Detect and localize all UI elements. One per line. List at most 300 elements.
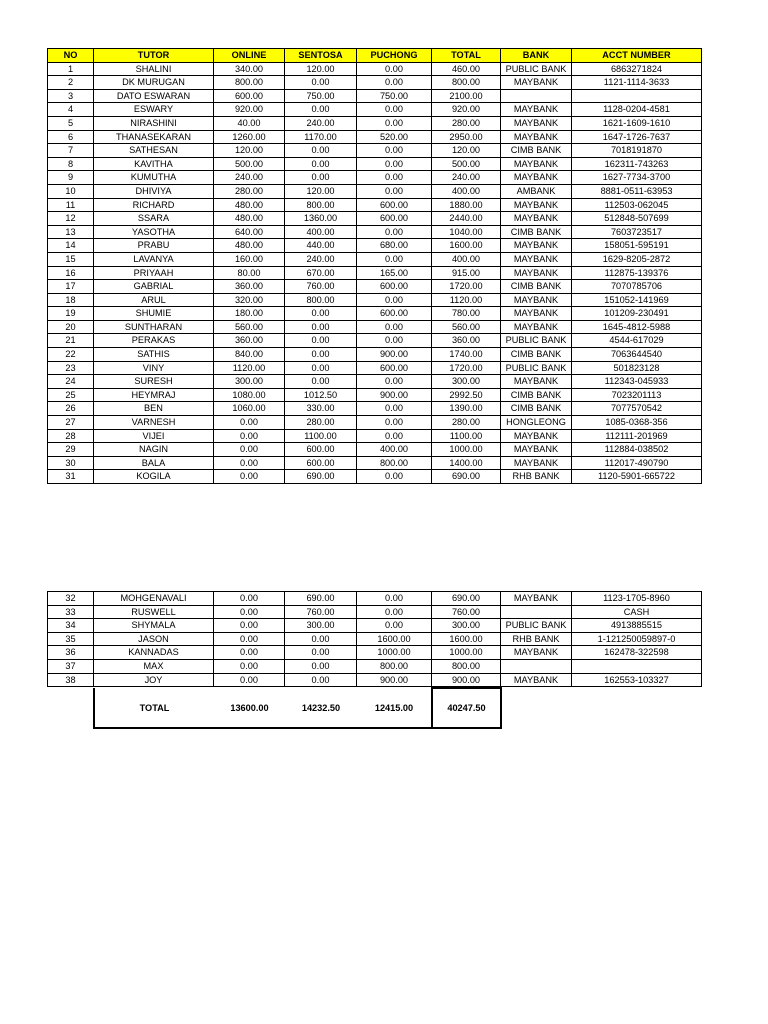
cell-tutor: NAGIN (94, 443, 214, 457)
cell-total: 1400.00 (432, 456, 501, 470)
cell-acct-number: 1647-1726-7637 (572, 130, 702, 144)
cell-acct-number: 1121-1114-3633 (572, 76, 702, 90)
cell-no: 6 (48, 130, 94, 144)
cell-sentosa: 1360.00 (285, 212, 357, 226)
table-row (48, 89, 702, 103)
cell-no: 10 (48, 184, 94, 198)
cell-online: 600.00 (214, 89, 285, 103)
cell-total: 280.00 (432, 116, 501, 130)
table-row (48, 157, 702, 171)
cell-sentosa: 750.00 (285, 89, 357, 103)
cell-no: 25 (48, 388, 94, 402)
cell-sentosa: 400.00 (285, 225, 357, 239)
cell-total: 1740.00 (432, 348, 501, 362)
cell-puchong: 0.00 (357, 252, 432, 266)
cell-no: 1 (48, 62, 94, 76)
cell-total: 2100.00 (432, 89, 501, 103)
table-row (48, 171, 702, 185)
cell-tutor: JOY (94, 673, 214, 687)
table-row (48, 673, 702, 687)
cell-total: 400.00 (432, 252, 501, 266)
cell-puchong: 750.00 (357, 89, 432, 103)
cell-acct-number: 4913885515 (572, 619, 702, 633)
cell-no: 16 (48, 266, 94, 280)
cell-no: 22 (48, 348, 94, 362)
cell-online: 0.00 (214, 646, 285, 660)
cell-sentosa: 0.00 (285, 320, 357, 334)
cell-total: 900.00 (432, 673, 501, 687)
cell-total: 1600.00 (432, 239, 501, 253)
cell-puchong: 0.00 (357, 184, 432, 198)
cell-online: 0.00 (214, 592, 285, 606)
cell-tutor: PRIYAAH (94, 266, 214, 280)
cell-tutor: KAVITHA (94, 157, 214, 171)
cell-tutor: HEYMRAJ (94, 388, 214, 402)
cell-online: 0.00 (214, 632, 285, 646)
cell-sentosa: 600.00 (285, 443, 357, 457)
table-body (48, 62, 702, 483)
cell-bank: MAYBANK (501, 293, 572, 307)
table-row (48, 402, 702, 416)
cell-puchong: 800.00 (357, 456, 432, 470)
table-row (48, 252, 702, 266)
table-row (48, 605, 702, 619)
cell-no: 30 (48, 456, 94, 470)
header-online: ONLINE (214, 49, 285, 63)
cell-puchong: 400.00 (357, 443, 432, 457)
cell-tutor: SATHIS (94, 348, 214, 362)
cell-acct-number: 7063644540 (572, 348, 702, 362)
cell-sentosa: 0.00 (285, 348, 357, 362)
cell-acct-number: 162553-103327 (572, 673, 702, 687)
cell-puchong: 600.00 (357, 361, 432, 375)
cell-bank: CIMB BANK (501, 388, 572, 402)
cell-no: 23 (48, 361, 94, 375)
cell-sentosa: 0.00 (285, 307, 357, 321)
table-row (48, 225, 702, 239)
cell-acct-number: 1621-1609-1610 (572, 116, 702, 130)
cell-puchong: 165.00 (357, 266, 432, 280)
cell-bank: MAYBANK (501, 443, 572, 457)
cell-bank: CIMB BANK (501, 402, 572, 416)
cell-puchong: 0.00 (357, 320, 432, 334)
cell-online: 920.00 (214, 103, 285, 117)
cell-acct-number: 151052-141969 (572, 293, 702, 307)
cell-no: 14 (48, 239, 94, 253)
cell-bank: MAYBANK (501, 130, 572, 144)
header-total: TOTAL (432, 49, 501, 63)
table-row (48, 293, 702, 307)
cell-puchong: 0.00 (357, 592, 432, 606)
cell-sentosa: 240.00 (285, 252, 357, 266)
cell-acct-number: 7070785706 (572, 280, 702, 294)
cell-total: 400.00 (432, 184, 501, 198)
cell-bank: CIMB BANK (501, 144, 572, 158)
cell-total: 1120.00 (432, 293, 501, 307)
cell-tutor: MOHGENAVALI (94, 592, 214, 606)
cell-no: 17 (48, 280, 94, 294)
cell-bank: MAYBANK (501, 103, 572, 117)
cell-sentosa: 690.00 (285, 470, 357, 484)
cell-online: 320.00 (214, 293, 285, 307)
cell-total: 780.00 (432, 307, 501, 321)
cell-no: 28 (48, 429, 94, 443)
cell-acct-number: 1645-4812-5988 (572, 320, 702, 334)
cell-puchong: 0.00 (357, 334, 432, 348)
cell-tutor: BALA (94, 456, 214, 470)
cell-online: 360.00 (214, 280, 285, 294)
cell-online: 0.00 (214, 605, 285, 619)
cell-no: 27 (48, 416, 94, 430)
cell-total: 690.00 (432, 470, 501, 484)
cell-bank: CIMB BANK (501, 225, 572, 239)
cell-total: 1000.00 (432, 443, 501, 457)
cell-tutor: LAVANYA (94, 252, 214, 266)
cell-tutor: ARUL (94, 293, 214, 307)
cell-no: 8 (48, 157, 94, 171)
cell-bank: MAYBANK (501, 157, 572, 171)
cell-tutor: ESWARY (94, 103, 214, 117)
cell-online: 0.00 (214, 659, 285, 673)
table-row (48, 470, 702, 484)
cell-sentosa: 0.00 (285, 659, 357, 673)
cell-online: 840.00 (214, 348, 285, 362)
cell-total: 1100.00 (432, 429, 501, 443)
cell-online: 300.00 (214, 375, 285, 389)
cell-online: 0.00 (214, 470, 285, 484)
cell-tutor: SUNTHARAN (94, 320, 214, 334)
cell-acct-number: 112884-038502 (572, 443, 702, 457)
cell-total: 690.00 (432, 592, 501, 606)
cell-acct-number: 112875-139376 (572, 266, 702, 280)
cell-sentosa: 300.00 (285, 619, 357, 633)
cell-tutor: VARNESH (94, 416, 214, 430)
cell-no: 13 (48, 225, 94, 239)
cell-no: 7 (48, 144, 94, 158)
table-row (48, 266, 702, 280)
cell-bank (501, 659, 572, 673)
cell-acct-number: 6863271824 (572, 62, 702, 76)
cell-tutor: RUSWELL (94, 605, 214, 619)
cell-bank: MAYBANK (501, 171, 572, 185)
cell-tutor: SATHESAN (94, 144, 214, 158)
cell-bank: MAYBANK (501, 592, 572, 606)
cell-online: 180.00 (214, 307, 285, 321)
header-no: NO (48, 49, 94, 63)
cell-bank: MAYBANK (501, 673, 572, 687)
cell-no: 21 (48, 334, 94, 348)
cell-total: 920.00 (432, 103, 501, 117)
table-body-continued (48, 592, 702, 687)
cell-bank: CIMB BANK (501, 280, 572, 294)
cell-sentosa: 760.00 (285, 280, 357, 294)
cell-bank (501, 605, 572, 619)
cell-tutor: DATO ESWARAN (94, 89, 214, 103)
cell-puchong: 680.00 (357, 239, 432, 253)
cell-online: 120.00 (214, 144, 285, 158)
cell-total: 800.00 (432, 76, 501, 90)
cell-bank: MAYBANK (501, 429, 572, 443)
cell-acct-number: 1-121250059897-0 (572, 632, 702, 646)
totals-sentosa: 14232.50 (285, 688, 357, 728)
cell-tutor: SHYMALA (94, 619, 214, 633)
cell-tutor: DHIVIYA (94, 184, 214, 198)
cell-sentosa: 0.00 (285, 334, 357, 348)
cell-no: 2 (48, 76, 94, 90)
cell-sentosa: 1012.50 (285, 388, 357, 402)
table-row (48, 659, 702, 673)
table-row (48, 443, 702, 457)
cell-total: 360.00 (432, 334, 501, 348)
cell-total: 2440.00 (432, 212, 501, 226)
cell-total: 460.00 (432, 62, 501, 76)
cell-bank: MAYBANK (501, 252, 572, 266)
cell-no: 26 (48, 402, 94, 416)
header-row (48, 49, 702, 63)
cell-acct-number (572, 89, 702, 103)
cell-sentosa: 0.00 (285, 157, 357, 171)
cell-online: 360.00 (214, 334, 285, 348)
cell-puchong: 0.00 (357, 470, 432, 484)
cell-online: 800.00 (214, 76, 285, 90)
header-bank: BANK (501, 49, 572, 63)
cell-puchong: 900.00 (357, 673, 432, 687)
cell-tutor: SHALINI (94, 62, 214, 76)
cell-tutor: KUMUTHA (94, 171, 214, 185)
table-row (48, 334, 702, 348)
cell-sentosa: 800.00 (285, 293, 357, 307)
header-acct-number: ACCT NUMBER (572, 49, 702, 63)
cell-total: 300.00 (432, 619, 501, 633)
cell-puchong: 0.00 (357, 225, 432, 239)
totals-block (93, 687, 502, 729)
cell-no: 19 (48, 307, 94, 321)
cell-sentosa: 690.00 (285, 592, 357, 606)
table-row (48, 307, 702, 321)
table-row (48, 375, 702, 389)
cell-tutor: VINY (94, 361, 214, 375)
cell-total: 760.00 (432, 605, 501, 619)
cell-sentosa: 280.00 (285, 416, 357, 430)
cell-total: 560.00 (432, 320, 501, 334)
cell-acct-number: 112343-045933 (572, 375, 702, 389)
cell-acct-number: 512848-507699 (572, 212, 702, 226)
cell-online: 1260.00 (214, 130, 285, 144)
table-row (48, 388, 702, 402)
cell-bank: PUBLIC BANK (501, 361, 572, 375)
table-row (48, 62, 702, 76)
cell-online: 280.00 (214, 184, 285, 198)
cell-tutor: SSARA (94, 212, 214, 226)
totals-row (94, 688, 501, 728)
cell-no: 36 (48, 646, 94, 660)
cell-sentosa: 760.00 (285, 605, 357, 619)
cell-online: 1080.00 (214, 388, 285, 402)
cell-online: 0.00 (214, 429, 285, 443)
cell-puchong: 800.00 (357, 659, 432, 673)
cell-bank: MAYBANK (501, 76, 572, 90)
cell-tutor: DK MURUGAN (94, 76, 214, 90)
cell-tutor: JASON (94, 632, 214, 646)
cell-bank: MAYBANK (501, 116, 572, 130)
cell-tutor: MAX (94, 659, 214, 673)
cell-no: 29 (48, 443, 94, 457)
cell-total: 1720.00 (432, 361, 501, 375)
cell-total: 2950.00 (432, 130, 501, 144)
cell-sentosa: 120.00 (285, 184, 357, 198)
cell-no: 3 (48, 89, 94, 103)
cell-no: 20 (48, 320, 94, 334)
cell-no: 11 (48, 198, 94, 212)
cell-puchong: 0.00 (357, 103, 432, 117)
cell-sentosa: 800.00 (285, 198, 357, 212)
cell-no: 15 (48, 252, 94, 266)
cell-puchong: 0.00 (357, 619, 432, 633)
cell-acct-number: 7023201113 (572, 388, 702, 402)
cell-online: 0.00 (214, 456, 285, 470)
cell-puchong: 600.00 (357, 307, 432, 321)
cell-acct-number: 501823128 (572, 361, 702, 375)
cell-no: 9 (48, 171, 94, 185)
cell-bank: RHB BANK (501, 632, 572, 646)
cell-puchong: 0.00 (357, 157, 432, 171)
cell-online: 480.00 (214, 198, 285, 212)
table-row (48, 416, 702, 430)
cell-sentosa: 120.00 (285, 62, 357, 76)
cell-puchong: 600.00 (357, 280, 432, 294)
cell-online: 0.00 (214, 673, 285, 687)
totals-online: 13600.00 (214, 688, 285, 728)
cell-bank: MAYBANK (501, 375, 572, 389)
cell-sentosa: 440.00 (285, 239, 357, 253)
table-row (48, 144, 702, 158)
cell-bank: CIMB BANK (501, 348, 572, 362)
cell-sentosa: 0.00 (285, 673, 357, 687)
cell-online: 560.00 (214, 320, 285, 334)
cell-online: 480.00 (214, 239, 285, 253)
cell-online: 340.00 (214, 62, 285, 76)
cell-acct-number: 7603723517 (572, 225, 702, 239)
cell-tutor: PRABU (94, 239, 214, 253)
cell-sentosa: 1170.00 (285, 130, 357, 144)
cell-total: 915.00 (432, 266, 501, 280)
cell-tutor: GABRIAL (94, 280, 214, 294)
cell-no: 12 (48, 212, 94, 226)
cell-puchong: 0.00 (357, 416, 432, 430)
cell-no: 33 (48, 605, 94, 619)
cell-acct-number: 8881-0511-63953 (572, 184, 702, 198)
cell-puchong: 600.00 (357, 212, 432, 226)
cell-sentosa: 240.00 (285, 116, 357, 130)
cell-acct-number: CASH (572, 605, 702, 619)
cell-puchong: 0.00 (357, 116, 432, 130)
cell-bank: MAYBANK (501, 320, 572, 334)
cell-tutor: SHUMIE (94, 307, 214, 321)
table-row (48, 239, 702, 253)
cell-bank: MAYBANK (501, 307, 572, 321)
cell-bank: MAYBANK (501, 212, 572, 226)
header-sentosa: SENTOSA (285, 49, 357, 63)
table-row (48, 103, 702, 117)
cell-no: 38 (48, 673, 94, 687)
cell-online: 0.00 (214, 619, 285, 633)
table-row (48, 130, 702, 144)
cell-tutor: YASOTHA (94, 225, 214, 239)
cell-sentosa: 0.00 (285, 375, 357, 389)
table-row (48, 348, 702, 362)
cell-total: 1720.00 (432, 280, 501, 294)
cell-puchong: 0.00 (357, 293, 432, 307)
cell-acct-number: 7018191870 (572, 144, 702, 158)
cell-sentosa: 0.00 (285, 103, 357, 117)
cell-bank: PUBLIC BANK (501, 62, 572, 76)
cell-tutor: PERAKAS (94, 334, 214, 348)
cell-total: 240.00 (432, 171, 501, 185)
tutor-payment-table-continued (47, 591, 702, 687)
cell-acct-number: 1627-7734-3700 (572, 171, 702, 185)
cell-acct-number: 162478-322598 (572, 646, 702, 660)
cell-puchong: 900.00 (357, 388, 432, 402)
cell-no: 18 (48, 293, 94, 307)
cell-tutor: VIJEI (94, 429, 214, 443)
cell-sentosa: 0.00 (285, 646, 357, 660)
table-row (48, 619, 702, 633)
header-puchong: PUCHONG (357, 49, 432, 63)
cell-acct-number: 4544-617029 (572, 334, 702, 348)
cell-acct-number: 112111-201969 (572, 429, 702, 443)
cell-total: 800.00 (432, 659, 501, 673)
cell-sentosa: 0.00 (285, 171, 357, 185)
cell-no: 37 (48, 659, 94, 673)
table-row (48, 76, 702, 90)
cell-total: 2992.50 (432, 388, 501, 402)
cell-online: 480.00 (214, 212, 285, 226)
totals-puchong: 12415.00 (357, 688, 432, 728)
cell-bank: AMBANK (501, 184, 572, 198)
cell-total: 1000.00 (432, 646, 501, 660)
tutor-payment-table (47, 48, 702, 484)
cell-bank: MAYBANK (501, 646, 572, 660)
cell-no: 31 (48, 470, 94, 484)
cell-no: 4 (48, 103, 94, 117)
table-row (48, 116, 702, 130)
cell-bank: MAYBANK (501, 239, 572, 253)
cell-bank: MAYBANK (501, 198, 572, 212)
cell-acct-number: 1085-0368-356 (572, 416, 702, 430)
cell-online: 40.00 (214, 116, 285, 130)
cell-bank: MAYBANK (501, 456, 572, 470)
cell-bank: RHB BANK (501, 470, 572, 484)
cell-total: 1040.00 (432, 225, 501, 239)
cell-online: 640.00 (214, 225, 285, 239)
table-row (48, 456, 702, 470)
cell-bank: HONGLEONG (501, 416, 572, 430)
cell-sentosa: 0.00 (285, 144, 357, 158)
table-row (48, 184, 702, 198)
cell-acct-number (572, 659, 702, 673)
cell-total: 1600.00 (432, 632, 501, 646)
cell-tutor: NIRASHINI (94, 116, 214, 130)
table-row (48, 592, 702, 606)
cell-puchong: 0.00 (357, 62, 432, 76)
cell-sentosa: 1100.00 (285, 429, 357, 443)
cell-sentosa: 0.00 (285, 361, 357, 375)
cell-puchong: 0.00 (357, 402, 432, 416)
cell-sentosa: 0.00 (285, 632, 357, 646)
cell-acct-number: 112017-490790 (572, 456, 702, 470)
cell-no: 34 (48, 619, 94, 633)
cell-acct-number: 1123-1705-8960 (572, 592, 702, 606)
